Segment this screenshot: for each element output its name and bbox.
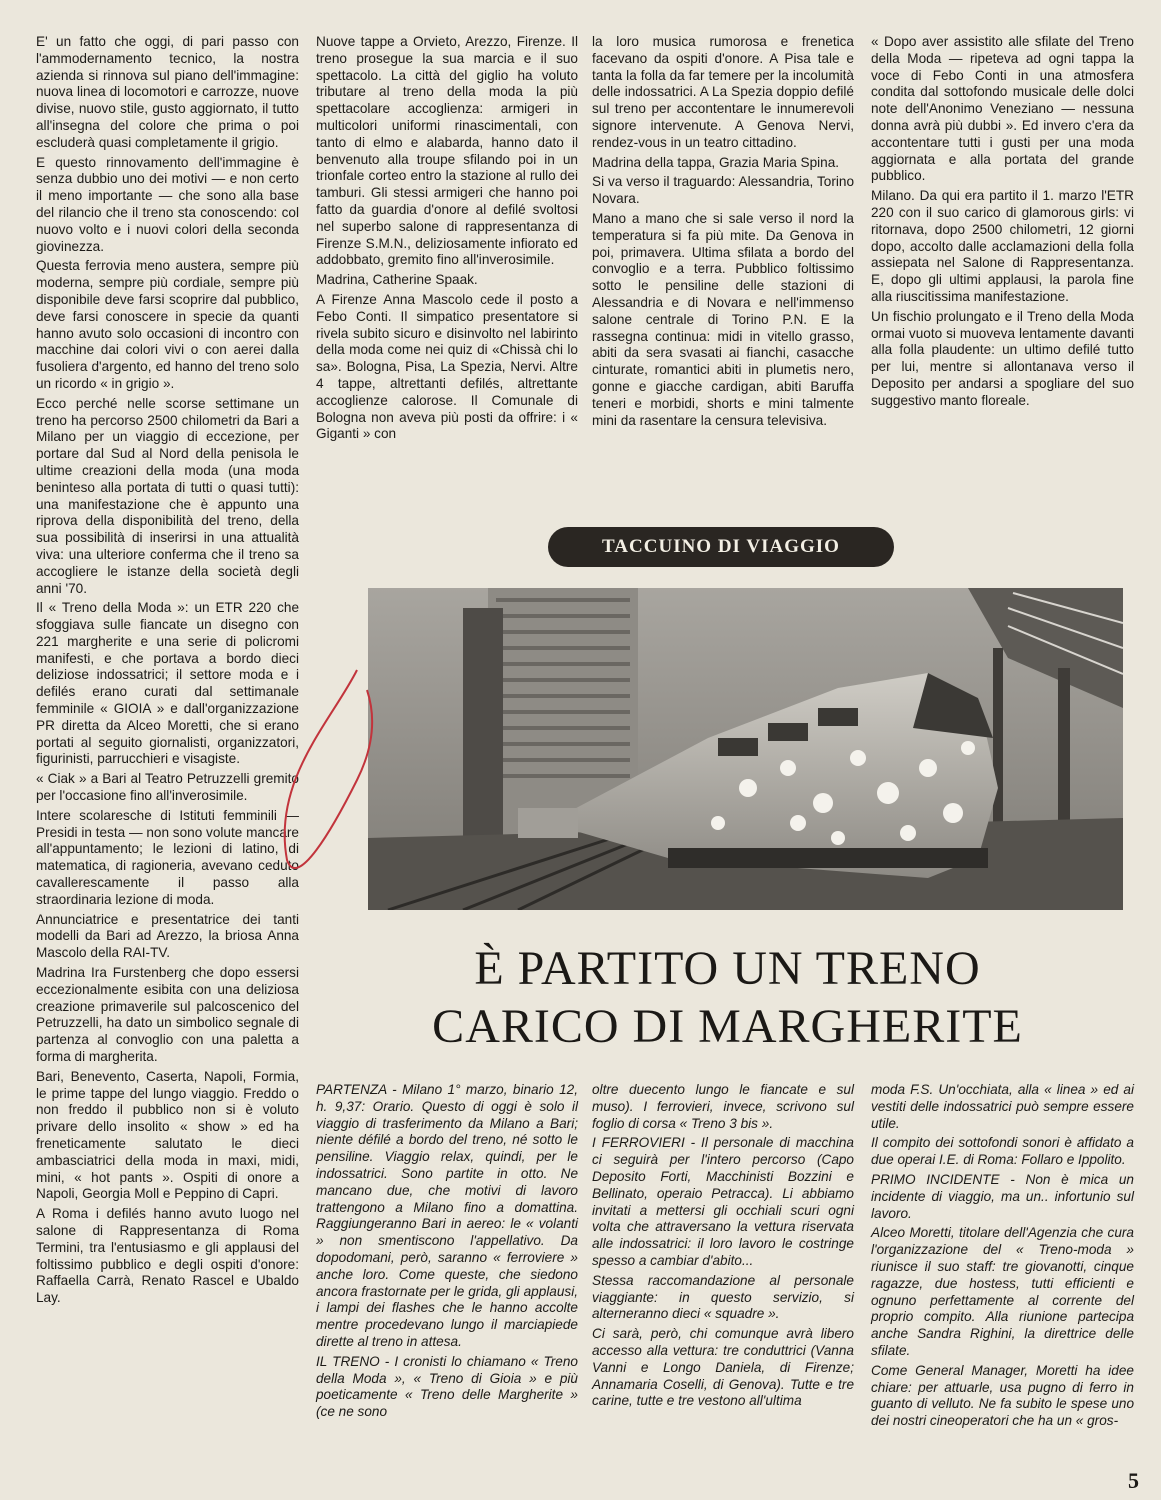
paragraph: « Dopo aver assistito alle sfilate del Treno della Moda — ripeteva ad ogni tappa la voce di Febo Conti in una atmosfera condita dal sottofondo musicale delle dolci note dell'Anonimo Veneziano — nessuna donna avrà più dubbi ». Ed invero c'era da accontentare tutti i gusti per una moda aggiornata e alla portata del grande pubblico. bbox=[871, 34, 1134, 184]
paragraph: Intere scolaresche di Istituti femminili — Presidi in testa — non sono volute mancare all'appuntamento; le lezioni di latino, di matematica, di ragioneria, avevano ceduto cavallerescamente il passo alla straordinaria lezione di moda. bbox=[36, 807, 299, 907]
paragraph: I FERROVIERI - Il personale di macchina ci seguirà per l'intero percorso (Capo Deposito Forti, Macchinisti Bozzini e Bellinato, operaio Petracca). Li abbiamo invitati a mettersi gli occhiali scuri ogni volta che attraversano la vettura riservata alle indossatrici: il loro lavoro le costringe spesso a cambiar d'abito... bbox=[592, 1135, 854, 1268]
train-photo bbox=[368, 588, 1123, 910]
paragraph: « Ciak » a Bari al Teatro Petruzzelli gremito per l'occasione fino all'inverosimile. bbox=[36, 771, 299, 804]
paragraph: moda F.S. Un'occhiata, alla « linea » ed ai vestiti delle indossatrici può sempre essere utile. bbox=[871, 1082, 1134, 1131]
section-banner: TACCUINO DI VIAGGIO bbox=[548, 527, 894, 567]
headline-line-2: CARICO DI MARGHERITE bbox=[432, 1000, 1023, 1053]
paragraph: Il compito dei sottofondi sonori è affidato a due operai I.E. di Roma: Follaro e Ippolito. bbox=[871, 1135, 1134, 1168]
page-number: 5 bbox=[1128, 1468, 1139, 1493]
paragraph: A Firenze Anna Mascolo cede il posto a Febo Conti. Il simpatico presentatore si rivela subito sicuro e disinvolto nel labirinto della moda come nei quiz di «Chissà chi lo sa». Bologna, Pisa, La Spezia, Nervi. Altre 4 tappe, altrettanti defilés, altrettante accoglienze calorose. Il Comunale di Bologna non aveva più posti da offrire: i « Giganti » con bbox=[316, 291, 578, 442]
paragraph: Nuove tappe a Orvieto, Arezzo, Firenze. Il treno prosegue la sua marcia e il suo spettacolo. La città del giglio ha voluto tributare al treno della moda la più spettacolare accoglienza: armigeri in multicolori uniformi rinascimentali, con tanto di elmo e alabarda, hanno dato il benvenuto alla troupe sfilando poi in un trionfale corteo entro la stazione al rullo dei tamburi. Gli stessi armigeri che hanno poi fatto da guardia d'onore al defilé svoltosi nel superbo salone di rappresentanza di Firenze S.M.N., deliziosamente infiorato ed addobbato, gremito fino all'inverosimile. bbox=[316, 34, 578, 268]
paragraph: Annunciatrice e presentatrice dei tanti modelli da Bari ad Arezzo, la briosa Anna Mascolo della RAI-TV. bbox=[36, 911, 299, 961]
paragraph: PARTENZA - Milano 1° marzo, binario 12, h. 9,37: Orario. Questo di oggi è solo il viaggio di trasferimento da Milano a Bari; niente défilé a bordo del treno, né sotto le pensiline. Viaggio relax, quindi, per le indossatrici. Sono partite in otto. Ne mancano due, che motivi di lavoro trattengono a Milano fino a domattina. Raggiungeranno Bari in aereo: le « volanti » non smentiscono l'appellativo. Da dopodomani, però, saranno « ferroviere » anche loro. Come queste, che siedono ancora frastornate per le grida, gli applausi, i lampi dei flashes che le hanno accolte mentre procedevano lungo il marciapiede dirette al treno in attesa. bbox=[316, 1082, 578, 1349]
diary-column-1 bbox=[316, 1082, 578, 1424]
paragraph: Milano. Da qui era partito il 1. marzo l'ETR 220 con il suo carico di glamorous girls: vi ritornava, dopo 2500 chilometri, 12 giorni dopo, accolto dalle acclamazioni della folla assiepata nel Salone di Rappresentanza. E, dopo gli ultimi applausi, la parola fine alla riuscitissima manifestazione. bbox=[871, 188, 1134, 304]
paragraph: Madrina della tappa, Grazia Maria Spina. bbox=[592, 154, 840, 170]
paragraph: E questo rinnovamento dell'immagine è senza dubbio uno dei motivi — e non certo il meno importante — che sono alla base del rilancio che il treno sta conoscendo: col nuovo volto e i nuovi colori della seconda giovinezza. bbox=[36, 154, 299, 254]
article-column-1 bbox=[36, 34, 299, 1310]
headline bbox=[320, 940, 1135, 1056]
article-column-3 bbox=[592, 34, 854, 432]
paragraph: Mano a mano che si sale verso il nord la temperatura si fa più mite. Da Genova in poi, primavera. Ultima sfilata a bordo del convoglio e a terra. Pubblico foltissimo sotto le pensiline delle stazioni di Alessandria e di Novara e nell'immenso salone centrale di Torino P.N. E la rassegna continua: midi in vitello grasso, abiti da sera svasati ai fianchi, casacche cinturate, romantici abiti in plumetis nero, gonne e giacche cardigan, abiti Baruffa teneri e morbidi, shorts e mini talmente mini da rasentare la censura televisiva. bbox=[592, 210, 854, 428]
paragraph: Madrina, Catherine Spaak. bbox=[316, 272, 478, 288]
paragraph: Ecco perché nelle scorse settimane un treno ha percorso 2500 chilometri da Bari a Milano per un viaggio di eccezione, per portare dal Sud al Nord della penisola le ultime creazioni della moda (una moda beninteso alla portata di tutti o quasi tutti): una manifestazione che è appunto una riprova della disponibilità del treno, della sua possibilità di inserirsi in una attualità viva: una ulteriore conferma che il treno sa accogliere le istanze della società degli anni '70. bbox=[36, 395, 299, 596]
paragraph: E' un fatto che oggi, di pari passo con l'ammodernamento tecnico, la nostra azienda si rinnova sul piano dell'immagine: nuova linea di locomotori e carrozze, nuove divise, nuovo stile, gusto aggiornato, il tutto all'insegna del colore che prima o poi escluderà quasi completamente il grigio. bbox=[36, 34, 299, 150]
headline-line-1: È PARTITO UN TRENO bbox=[474, 942, 981, 995]
paragraph: la loro musica rumorosa e frenetica facevano da ospiti d'onore. A Pisa tale e tanta la folla da far temere per la incolumità delle indossatrici. A La Spezia doppio defilé sul treno per accontentare le innumerevoli signore intervenute. A Genova Nervi, rendez-vous in un teatro cittadino. bbox=[592, 34, 854, 150]
article-column-2 bbox=[316, 34, 578, 446]
paragraph: A Roma i defilés hanno avuto luogo nel salone di Rappresentanza di Roma Termini, tra l'entusiasmo e gli applausi del foltissimo pubblico e degli ospiti d'onore: Raffaella Carrà, Renato Rascel e Ubaldo Lay. bbox=[36, 1206, 299, 1306]
paragraph: Bari, Benevento, Caserta, Napoli, Formia, le prime tappe del lungo viaggio. Freddo o non freddo il pubblico non si è voluto privare dello insolito « show » ed ha freneticamente salutato le dieci ambasciatrici della moda in maxi, midi, mini, « hot pants ». Ospiti di onore a Napoli, Georgia Moll e Peppino di Capri. bbox=[36, 1068, 299, 1202]
paragraph: Il « Treno della Moda »: un ETR 220 che sfoggiava sulle fiancate un disegno con 221 margherite e una serie di policromi manifesti, e che portava a bordo dieci deliziose indossatrici; il settore moda e i defilés erano curati dal settimanale femminile « GIOIA » e dall'organizzazione PR diretta da Alceo Moretti, che si erano portati al seguito giornalisti, organizzatori, figurinisti, parrucchieri e visagiste. bbox=[36, 600, 299, 767]
diary-column-2 bbox=[592, 1082, 854, 1413]
paragraph: Madrina Ira Furstenberg che dopo essersi eccezionalmente esibita con una deliziosa creazione primaverile sul palcoscenico del Petruzzelli, ha dato un simbolico segnale di partenza al convoglio con una paletta a forma di margherita. bbox=[36, 965, 299, 1065]
paragraph: IL TRENO - I cronisti lo chiamano « Treno della Moda », « Treno di Gioia » e più poeticamente « Treno delle Margherite » (ce ne sono bbox=[316, 1353, 578, 1420]
paragraph: Come General Manager, Moretti ha idee chiare: per attuarle, usa pugno di ferro in guanto di velluto. Ne fa subito le spese uno dei nostri cineoperatori che ha un « gros- bbox=[871, 1362, 1134, 1429]
paragraph: Alceo Moretti, titolare dell'Agenzia che cura l'organizzazione del « Treno-moda » riunisce il suo staff: tre giovanotti, cinque ragazze, due hostess, tutti efficienti e ognuno perfettamente al corrente del proprio compito. Alla riunione partecipa anche Sandra Righini, la direttrice delle sfilate. bbox=[871, 1225, 1134, 1358]
paragraph: Stessa raccomandazione al personale viaggiante: in questo servizio, si alterneranno dieci « squadre ». bbox=[592, 1272, 854, 1322]
paragraph: Ci sarà, però, chi comunque avrà libero accesso alla vettura: tre conduttrici (Vanna Vanni e Longo Daniela, di Firenze; Annamaria Coselli, di Genova). Tutte e tre carine, tutte e tre vestono all'ultima bbox=[592, 1326, 854, 1409]
paragraph: Questa ferrovia meno austera, sempre più moderna, sempre più cordiale, sempre più disponibile deve farsi scoprire dal pubblico, deve farsi conoscere in specie da quanti hanno avuto solo occasioni di incontro con macchine dai colori vivi o con aerei dalla fusoliera d'argento, ed hanno del treno solo un ricordo « in grigio ». bbox=[36, 258, 299, 391]
paragraph: oltre duecento lungo le fiancate e sul muso). I ferrovieri, invece, scrivono sul foglio di corsa « Treno 3 bis ». bbox=[592, 1082, 854, 1131]
paragraph: Si va verso il traguardo: Alessandria, Torino Novara. bbox=[592, 174, 854, 207]
paragraph: Un fischio prolungato e il Treno della Moda ormai vuoto si muoveva lentamente davanti alla folla plaudente: un ultimo defilé tutto per lui, mentre si allontanava verso il Deposito per andarsi a spogliare del suo suggestivo manto floreale. bbox=[871, 308, 1134, 408]
diary-column-3 bbox=[871, 1082, 1134, 1433]
train-photo-illustration bbox=[368, 588, 1123, 910]
article-column-4 bbox=[871, 34, 1134, 413]
paragraph: PRIMO INCIDENTE - Non è mica un incidente di viaggio, ma un.. infortunio sul lavoro. bbox=[871, 1171, 1134, 1221]
